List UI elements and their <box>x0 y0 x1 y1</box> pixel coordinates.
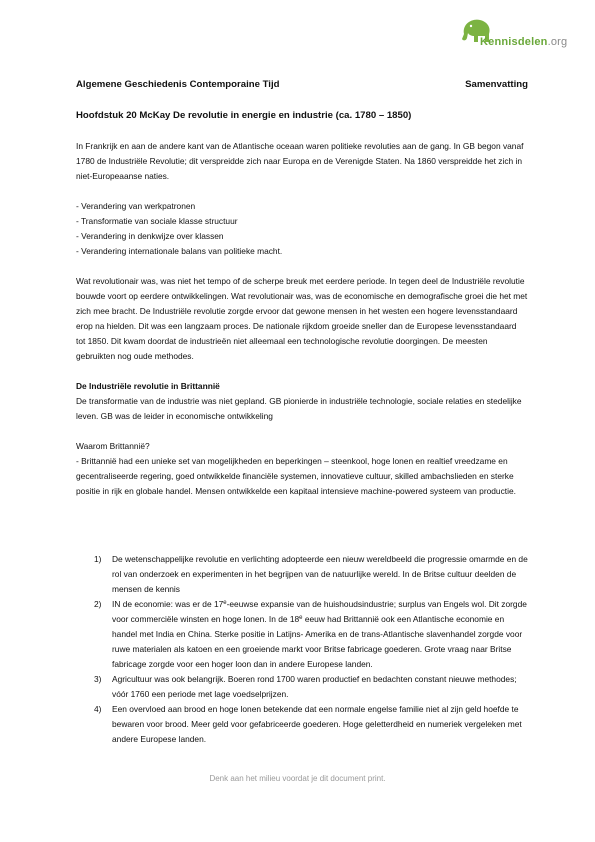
list-text-part: eeuw had Brittannië ook een Atlantische economie en handel met India en China. Sterke positie in Latijns- Amerika en de trans-Atlantische slavenhandel zorgde voor ruwe materialen als katoen en een groeiende markt voor Britse fabricage goederen. Grote vraag naar Britse fabricage zorgde voor een hoger loon dan in andere Europese landen. <box>112 614 523 669</box>
logo-brand: Kennisdelen <box>480 36 548 48</box>
superscript: e <box>223 600 227 606</box>
change-item: - Transformatie van sociale klasse structuur <box>76 216 238 226</box>
list-text: Agricultuur was ook belangrijk. Boeren rond 1700 waren productief en bedachten constant nieuwe methodes; vóór 1760 een periode met lage voedselprijzen. <box>112 674 517 699</box>
change-item: - Verandering in denkwijze over klassen <box>76 231 224 241</box>
list-number: 1) <box>94 554 102 564</box>
intro-paragraph: In Frankrijk en aan de andere kant van de Atlantische oceaan waren politieke revoluties aan de gang. In GB begon vanaf 1780 de Industriële Revolutie; dit verspreidde zich naar Europa en de Verenigde Staten. Na 1860 verspreidde het zich in niet-Europeaanse naties. <box>76 141 524 181</box>
logo-text <box>480 36 567 48</box>
section-heading: De Industriële revolutie in Brittannië <box>76 381 220 391</box>
reasons-list <box>76 552 528 747</box>
logo <box>458 14 578 58</box>
list-item <box>76 597 528 672</box>
list-number: 3) <box>94 674 102 684</box>
course-title: Algemene Geschiedenis Contemporaine Tijd <box>76 79 280 90</box>
list-item <box>76 672 528 702</box>
document-body <box>76 139 528 499</box>
britain-paragraph: De transformatie van de industrie was niet gepland. GB pionierde in industriële technologie, sociale relaties en stedelijke leven. GB was de leider in economische ontwikkeling <box>76 396 522 421</box>
superscript: e <box>299 615 303 621</box>
list-text-part: IN de economie: was er de 17 <box>112 599 224 609</box>
list-text: De wetenschappelijke revolutie en verlichting adopteerde een nieuw wereldbeeld die progressie omarmde en de rol van onderzoek en experimenten in het begrijpen van de natuurlijke wereld. In de Britse cultuur deelden de mensen de kennis <box>112 554 528 594</box>
list-number: 4) <box>94 704 102 714</box>
list-text-part: -eeuwse expansie van de huishoudsindustrie; surplus van Engels wol. Dit zorgde voor commerciële winsten en hoge lonen. In de 18 <box>112 599 527 624</box>
why-paragraph: - Brittannië had een unieke set van mogelijkheden en beperkingen – steenkool, hoge lonen en realtief vreedzame en gecentraliseerde regering, goed ontwikkelde financiële systemen, innovatieve cultuur, skilled ambachslieden en sterke positie in rijk en globale handel. Mensen ontwikkelde een kapitaal intensieve machine-powered systeem van productie. <box>76 456 516 496</box>
subheading: Waarom Brittannië? <box>76 441 150 451</box>
document-type: Samenvatting <box>465 79 528 90</box>
list-text <box>112 599 527 669</box>
chapter-title: Hoofdstuk 20 McKay De revolutie in energie en industrie (ca. 1780 – 1850) <box>76 110 412 121</box>
footer-note: Denk aan het milieu voordat je dit document print. <box>209 774 386 783</box>
change-item: - Verandering internationale balans van politieke macht. <box>76 246 283 256</box>
change-item: - Verandering van werkpatronen <box>76 201 196 211</box>
logo-tld: .org <box>547 36 568 48</box>
list-text: Een overvloed aan brood en hoge lonen betekende dat een normale engelse familie niet al zijn geld hoefde te bewaren voor brood. Meer geld voor gefabriceerde goederen. Hoge geletterdheid en numeriek vergeleken met andere Europese landen. <box>112 704 522 744</box>
list-item <box>76 702 528 747</box>
list-item <box>76 552 528 597</box>
page-header <box>76 79 528 90</box>
list-number: 2) <box>94 599 102 609</box>
revolutionary-paragraph: Wat revolutionair was, was niet het tempo of de scherpe breuk met eerdere periode. In tegen deel de Industriële revolutie bouwde voort op eerdere ontwikkelingen. Wat revolutionair was, was de economische en demografische groei die het met zich mee bracht. De Industriële revolutie zorgde ervoor dat gewone mensen in het westen een hogere levensstandaard erop na hielden. Dit was een langzaam proces. De nationale rijkdom groeide sneller dan de Europese levensstandaard tot 1850. Dit kwam doordat de industrieën niet alleemaal een technologische revolutie doorgingen. De meesten gebruikten nog oude methodes. <box>76 276 528 361</box>
